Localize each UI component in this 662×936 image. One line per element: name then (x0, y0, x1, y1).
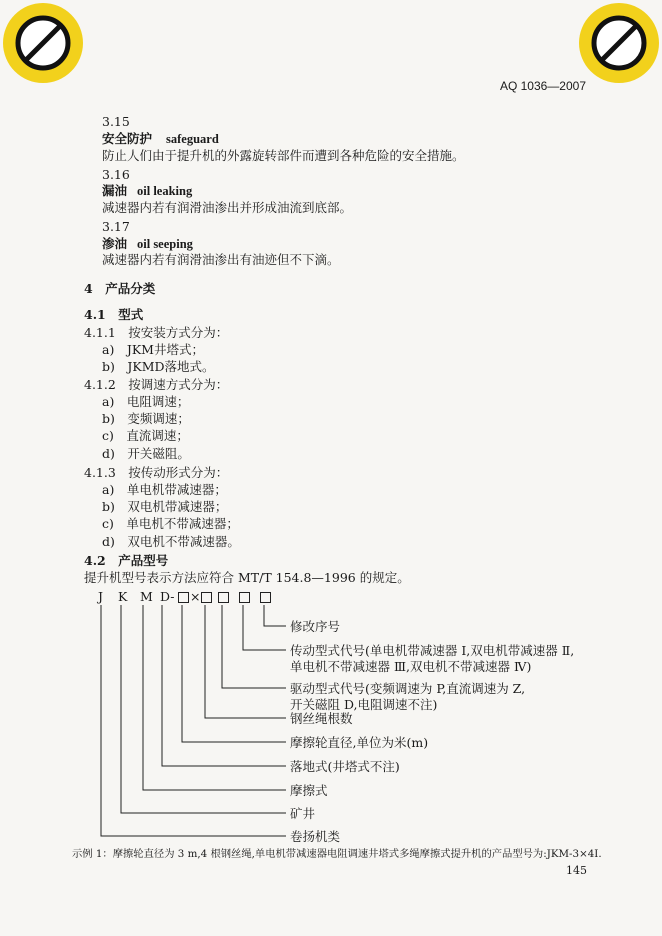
model-letter: M (140, 589, 153, 604)
group-label: 4.1.1 按安装方式分为： (84, 325, 229, 340)
model-intro: 提升机型号表示方法应符合 MT/T 154.8—1996 的规定。 (84, 570, 410, 585)
list-item: a) 电阻调速； (102, 394, 190, 409)
list-item: b) 变频调速； (102, 411, 190, 426)
diagram-label: 开关磁阻 D,电阻调速不注) (290, 697, 438, 712)
section-number: 3.17 (102, 219, 130, 234)
model-letter: D- (160, 589, 175, 604)
model-letter: J (98, 589, 104, 604)
definition: 防止人们由于提升机的外露旋转部件而遭到各种危险的安全措施。 (102, 148, 465, 163)
list-item: c) 直流调速； (102, 428, 189, 443)
diagram-label: 传动型式代号(单电机带减速器 Ⅰ,双电机带减速器 Ⅱ, (290, 643, 575, 658)
term-en: oil leaking (137, 184, 193, 198)
list-item: b) JKMD落地式。 (102, 359, 215, 374)
page-number: 145 (566, 864, 587, 877)
standard-code: AQ 1036—2007 (499, 79, 586, 93)
group-label: 4.1.2 按调速方式分为： (84, 377, 229, 392)
definition: 减速器内若有润滑油渗出并形成油流到底部。 (102, 200, 353, 215)
group-label: 4.1.3 按传动形式分为： (84, 465, 229, 480)
diagram-label: 钢丝绳根数 (290, 711, 353, 726)
subsection-heading: 4.2 产品型号 (84, 553, 169, 568)
diagram-label: 矿井 (290, 806, 316, 821)
list-item: b) 双电机带减速器； (102, 499, 228, 514)
section-number: 3.16 (102, 167, 130, 182)
diagram-label: 摩擦轮直径,单位为米(m) (290, 735, 429, 750)
list-item: a) 单电机带减速器； (102, 482, 227, 497)
diagram-label: 落地式(井塔式不注) (290, 759, 400, 774)
subsection-heading: 4.1 型式 (84, 307, 144, 322)
list-item: a) JKM井塔式； (102, 342, 204, 357)
term-cn: 漏油 (102, 183, 128, 198)
term-cn: 安全防护 (102, 131, 153, 146)
diagram-label: 卷扬机类 (290, 829, 341, 844)
term-cn: 渗油 (102, 236, 128, 251)
term-en: safeguard (166, 132, 219, 146)
list-item: d) 开关磁阻。 (102, 446, 190, 461)
model-letter: K (118, 589, 128, 604)
list-item: c) 单电机不带减速器； (102, 516, 239, 531)
section-number: 3.15 (102, 114, 130, 129)
chapter-heading: 4 产品分类 (84, 281, 156, 296)
definition: 减速器内若有润滑油渗出有油迹但不下滴。 (102, 252, 340, 267)
diagram-label: 驱动型式代号(变频调速为 P,直流调速为 Z, (290, 681, 526, 696)
example-note: 示例 1：摩擦轮直径为 3 m,4 根钢丝绳,单电机带减速器电阻调速井塔式多绳摩擦式提升机的产品型号为:JKM-3×4Ⅰ. (72, 848, 602, 860)
list-item: d) 双电机不带减速器。 (102, 534, 240, 549)
diagram-label: 单电机不带减速器 Ⅲ,双电机不带减速器 Ⅳ) (290, 659, 532, 674)
separator-symbol: × (190, 589, 201, 604)
diagram-label: 修改序号 (290, 619, 341, 634)
diagram-label: 摩擦式 (290, 783, 328, 798)
term-en: oil seeping (137, 237, 193, 251)
